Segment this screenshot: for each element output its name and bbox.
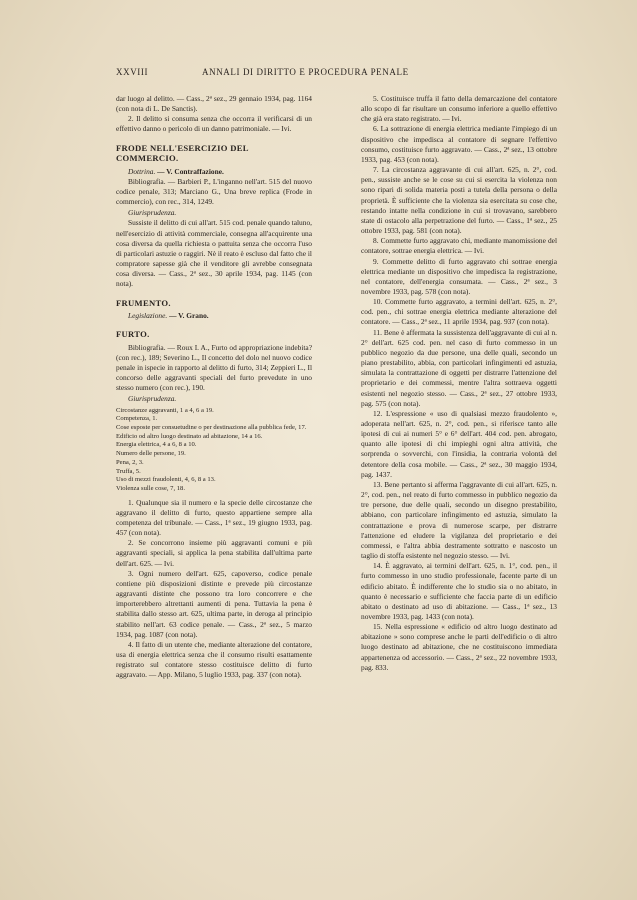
dottrina-label: Dottrina. [128,166,156,176]
legislazione-ref: — V. Grano. [169,311,209,320]
case-entry: 12. L'espressione « uso di qualsiasi mezzo fraudolento », adoperata nell'art. 625, n. 2°, cod. pen., si riferisce tanto alle ipotesi di cui ai numeri 5° e 6° dell'art. 404 cod. pen. abrogato, quanto alle ipotesi di chi impieghi ogni altra attività, che sorprenda o sovverchi, con l'insidia, la contraria volontà del detentore della cosa mobile. — Cass., 2ª sez., 30 maggio 1934, pag. 1437. [361,408,557,479]
index-entry: Truffa, 5. [116,467,141,475]
legislazione-line [116,311,312,321]
case-entry: 4. Il fatto di un utente che, mediante alterazione del contatore, usa di energia elettrica senza che il consumo risulti esattamente registrato sul contatore stesso costituisce delitto di furto aggravato. — App. Milano, 5 luglio 1933, pag. 337 (con nota). [116,639,312,680]
index-entry: Circostanze aggravanti, 1 a 4, 6 a 19. [116,406,214,414]
case-entry: 8. Commette furto aggravato chi, mediante manomissione del contatore, sottrae energia elettrica. — Ivi. [361,236,557,256]
section-heading-furto: FURTO. [116,329,150,340]
giurisprudenza-paragraph: Sussiste il delitto di cui all'art. 515 cod. penale quando taluno, nell'esercizio di attività commerciale, consegna all'acquirente una cosa diversa da quella richiesta o pattuita senza che occorra l'uso di particolari astuzie o raggiri. Nè il reato è escluso dal fatto che il compratore sapesse già che il venditore gli avrebbe consegnata cosa diversa. — Cass., 2ª sez., 30 aprile 1934, pag. 1145 (con nota). [116,218,312,289]
index-entry: Numero delle persone, 19. [116,450,186,458]
journal-title: ANNALI DI DIRITTO E PROCEDURA PENALE [202,67,409,77]
case-entry: 9. Commette delitto di furto aggravato chi sottrae energia elettrica mediante un dispositivo che impediscа la registrazione, nel contatore, dell'energia consumata. — Cass., 2ª sez., 3 novembre 1933, pag. 578 (con nota). [361,256,557,296]
index-entry: Pena, 2, 3. [116,458,144,466]
subject-index [116,407,312,494]
index-entry: Uso di mezzi fraudolenti, 4, 6, 8 a 13. [116,476,216,484]
legislazione-label: Legislazione. [128,311,168,320]
case-entry: 15. Nella espressione « edificio od altro luogo destinato ad abitazione » sono comprese anche le parti dell'edificio o di altro luogo destinato ad abitazione, che ne costituiscono immediata appartenenza od accessorio. — Cass., 2ª sez., 22 novembre 1933, pag. 833. [361,622,557,672]
right-column [361,94,557,673]
case-entry: 11. Bene è affermata la sussistenza dell'aggravante di cui al n. 2° dell'art. 625 cod. pen. nel caso di furto commesso in un pubblico negozio da due persone, una delle quali, secondo un piano prestabilito, abbia, con particolari infingimenti ed astuzia, simulata la contrattazione di oggetti per distrarre l'attenzione del proprietario e dei commessi, mentre l'altra sottraeva oggetti esistenti nel negozio stesso. — Cass., 2ª sez., 27 ottobre 1933, pag. 575 (con nota). [361,327,557,408]
index-entry: Competenza, 1. [116,415,158,423]
case-entry: 7. La circostanza aggravante di cui all'art. 625, n. 2°, cod. pen., sussiste anche se le cose su cui si esercita la violenza non sono ripari di solida materia posti a tutela della persona o della proprietà. È sufficiente che la violenza sia esercitata su cose che, restando intatte nella condizione in cui si trovavano, sarebbero state di ostacolo alla perpetrazione del furto. — Cass., 1ª sez., 25 ottobre 1933, pag. 581 (con nota). [361,165,557,236]
case-entry: 6. La sottrazione di energia elettrica mediante l'impiego di un dispositivo che impedisca al contatore di segnare l'effettivo consumo, costituisce furto aggravato. — Cass., 2ª sez., 13 ottobre 1933, pag. 453 (con nota). [361,124,557,164]
bibliografia-paragraph: Bibliografia. — Roux I. A., Furto od appropriazione indebita? (con rec.), 189; Severino L., Il concetto del dolo nel nuovo codice penale in ispecie in rapporto al delitto di furto, 314; Zeppieri L., Il concorso delle aggravanti speciali del furto prevedute in uno stesso numero (con rec.), 190. [116,342,312,393]
case-entry: 2. Se concorrono insieme più aggravanti comuni e più aggravanti speciali, si applica la pena stabilita dall'ultima parte dell'art. 625. — Ivi. [116,538,312,568]
intro-paragraph: 2. Il delitto si consuma senza che occorra il verificarsi di un effettivo danno o pericolo di un danno patrimoniale. — Ivi. [116,114,312,134]
dottrina-line [116,167,312,177]
index-entry: Edificio od altro luogo destinato ad abitazione, 14 a 16. [116,432,263,440]
case-entry: 5. Costituisce truffa il fatto della demarcazione del contatore allo scopo di far risultare un consumo inferiore a quello effettivo che già era stato registrato. — Ivi. [361,94,557,124]
case-entry: 3. Ogni numero dell'art. 625, capoverso, codice penale contiene più disposizioni distinte e prevede più circostanze aggravanti distinte che possono tra loro concorrere e che importerebbero altrettanti aumenti di pena. Tuttavia la pena è stabilita dallo stesso art. 625, ultima parte, in deroga al principio stabilito nell'art. 63 codice penale. — Cass., 2ª sez., 5 marzo 1934, pag. 1087 (con nota). [116,568,312,639]
case-entry: 10. Commette furto aggravato, a termini dell'art. 625, n. 2°, cod. pen., chi sottrae energia elettrica mediante alterazione del contatore. — Cass., 2ª sez., 11 aprile 1934, pag. 937 (con nota). [361,297,557,327]
section-heading-frumento: FRUMENTO. [116,297,171,308]
dottrina-ref: — V. Contraffazione. [157,166,224,176]
index-entry: Cose esposte per consuetudine o per destinazione alla pubblica fede, 17. [116,424,307,431]
intro-paragraph: dar luogo al delitto. — Cass., 2ª sez., 29 gennaio 1934, pag. 1164 (con nota di L. De Sanctis). [116,94,312,114]
case-entry: 13. Bene pertanto si afferma l'aggravante di cui all'art. 625, n. 2°, cod. pen., nel reato di furto commesso in pubblico negozio da tre persone, due delle quali, secondo un disegno prestabilito, abbiano, con particolare infingimento ed astuzia, simulato la contrattazione e prova di numerose scarpe, per distrarre l'attenzione ed eludere la vigilanza del proprietario e dei commessi, e l'altra abbia destramente sottratto e nascosto un taglio di stoffa esistente nel negozio stesso. — Ivi. [361,479,557,561]
index-entry: Energia elettrica, 4 a 6, 8 a 10. [116,441,197,449]
giurisprudenza-label: Giurisprudenza. [128,208,177,218]
index-entry: Violenza sulle cose, 7, 18. [116,484,186,492]
section-heading-frode: FRODE NELL'ESERCIZIO DEL COMMERCIO. [116,142,249,164]
left-column [116,94,312,680]
case-entry: 1. Qualunque sia il numero e la specie delle circostanze che aggravano il delitto di furto, questo appartiene sempre alla competenza del tribunale. — Cass., 1ª sez., 19 giugno 1933, pag. 457 (con nota). [116,497,312,538]
bibliografia-paragraph: Bibliografia. — Barbieri P., L'inganno nell'art. 515 del nuovo codice penale, 313; Marciano G., Una breve replica (Frode in commercio), con rec., 314, 1249. [116,176,312,207]
page-number: XXVIII [116,67,149,77]
case-entry: 14. È aggravato, ai termini dell'art. 625, n. 1°, cod. pen., il furto commesso in uno studio professionale, facente parte di un edificio abitato. È indifferente che lo studio sia o no abitato, in quanto è necessario e sufficiente che faccia parte di un edificio abitato o destinato ad uso di abitazione. — Cass., 1ª sez., 13 novembre 1933, pag. 1433 (con nota). [361,561,557,621]
giurisprudenza-label: Giurisprudenza. [128,394,177,404]
